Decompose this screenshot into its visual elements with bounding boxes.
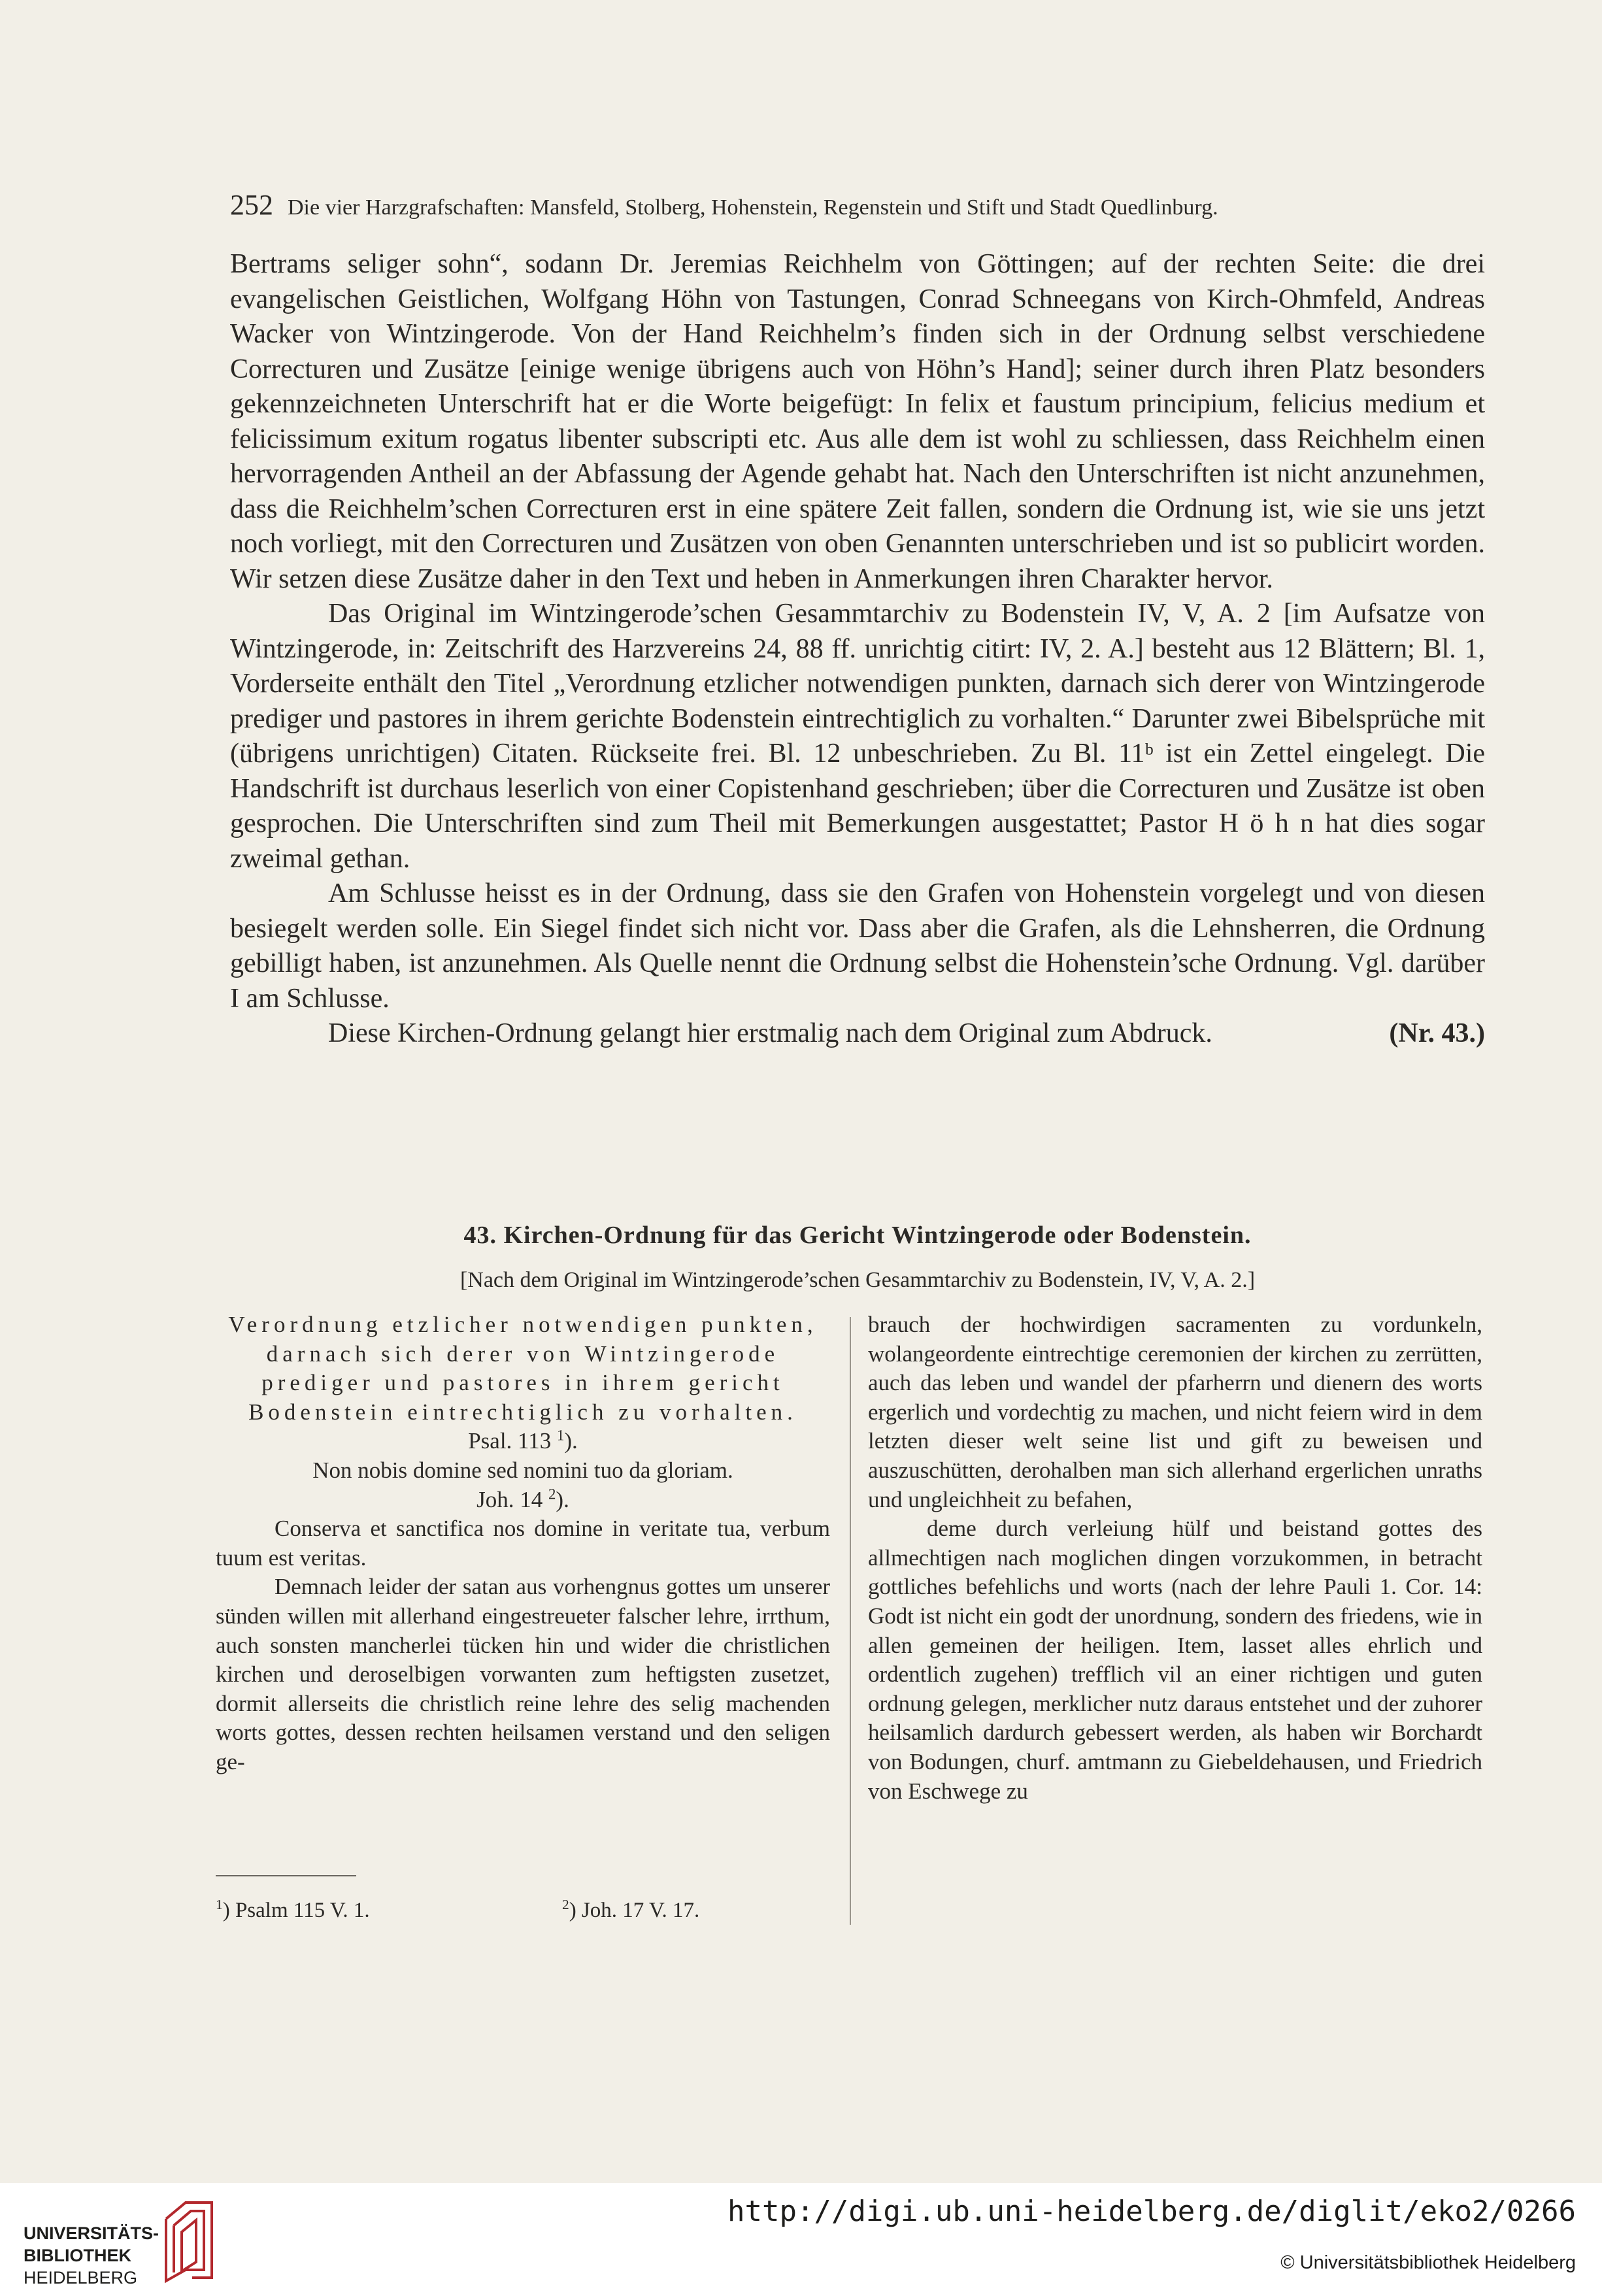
library-logo-text[interactable] xyxy=(24,2222,159,2289)
footnote-2 xyxy=(562,1899,699,1923)
footnote-1 xyxy=(216,1899,562,1923)
footnote-marker: 1 xyxy=(557,1427,565,1444)
right-column xyxy=(868,1310,1482,1806)
john-reference: Joh. 14 $^2$). xyxy=(476,1485,569,1512)
footnote-text: ) Psalm 115 V. 1. xyxy=(222,1899,370,1922)
running-title: Die vier Harzgrafschaften: Mansfeld, Stolberg, Hohenstein, Regenstein und Stift und Stadt Quedlinburg. xyxy=(288,195,1218,220)
number-reference: (Nr. 43.) xyxy=(1389,1018,1485,1048)
footnotes xyxy=(216,1899,830,1923)
footnote-text: ) Joh. 17 V. 17. xyxy=(569,1899,700,1922)
right-paragraph: brauch der hochwirdigen sacramenten zu vordunkeln, wolangeordente eintrechtige ceremonien der kirchen zu zerrütten, auch das leben und wandel der pfarherrn und dienern des worts ergerlich und vordechtig zu machen, und nicht feiern wird in dem letzten dieser welt seine list und gift zu beweisen und auszuschütten, derohalben man sich allerhand ergerlichen unraths und ungleichheit zu befahen, xyxy=(868,1312,1482,1512)
logo-line: HEIDELBERG xyxy=(24,2268,138,2288)
library-logo-icon xyxy=(159,2199,218,2288)
paragraph: Bertrams seliger sohn“, sodann Dr. Jeremias Reichhelm von Göttingen; auf der rechten Seite: die drei evangelischen Geistlichen, Wolfgang Höhn von Tastungen, Conrad Schneegans von Kirch-Ohmfeld, Andreas Wacker von Wintzingerode. Von der Hand Reichhelm’s finden sich in der Ordnung selbst verschiedene Correcturen und Zusätze [einige wenige übrigens auch von Höhn’s Hand]; seiner durch ihren Platz besonders gekennzeichneten Unterschrift hat er die Worte beigefügt: In felix et faustum principium, felicius medium et felicissimum exitum rogatus libenter subscripti etc. Aus alle dem ist wohl zu schliessen, dass Reichhelm einen hervorragenden Antheil an der Abfassung der Agende gehabt hat. Nach den Unterschriften ist nicht anzunehmen, dass die Reichhelm’schen Correcturen erst in eine spätere Zeit fallen, sondern die Ordnung ist, wie sie uns jetzt noch vorliegt, mit den Correcturen und Zusätzen von oben Genannten unterschrieben und ist so publicirt worden. Wir setzen diese Zusätze daher in den Text und heben in Anmerkungen ihren Charakter hervor. xyxy=(230,249,1485,594)
left-paragraph: Demnach leider der satan aus vorhengnus gottes um unserer sünden willen mit allerhand eingestreueter falscher lehre, irrthum, auch sonsten mancherlei tücken hin und wider die christlichen kirchen und deroselbigen vorwanten zum heftigsten zusetzet, dormit allerseits die christlich reine lehre des selig machenden worts gottes, dessen rechten heilsamen verstand und den seligen ge- xyxy=(216,1574,830,1774)
footnote-mark: 2 xyxy=(562,1897,569,1912)
page-number: 252 xyxy=(230,189,273,221)
footnote-rule xyxy=(216,1875,356,1876)
ordinance-heading: Verordnung etzlicher notwendigen punkten, darnach sich derer von Wintzingerode prediger und pastores in ihrem gericht Bodenstein eintrechtiglich zu vorhalten. xyxy=(228,1312,818,1425)
running-header xyxy=(230,188,1485,222)
section-title: 43. Kirchen-Ordnung für das Gericht Wintzingerode oder Bodenstein. xyxy=(463,1222,1252,1249)
paragraph xyxy=(230,1016,1485,1052)
left-column xyxy=(216,1310,830,1777)
john-ref-text: Joh. 14 xyxy=(476,1486,543,1512)
right-paragraph: deme durch verleiung hülf und beistand gottes des allmechtigen nach moglichen dingen vorzukommen, in betracht gottliches befehlichs und worts (nach der lehre Pauli 1. Cor. 14: Godt ist nicht ein godt der unordnung, sondern des friedens, wie in allen gemeinen der heiligen. Item, lasset alles ehrlich und ordentlich zugehen) trefflich vil an einer richtigen und guten ordnung gelegen, merklicher nutz daraus entstehet und der zuhorer heilsamlich dardurch gebessert werden, als haben wir Borchardt von Bodungen, churf. amtmann zu Giebeldehausen, und Friedrich von Eschwege zu xyxy=(868,1516,1482,1804)
column-divider xyxy=(850,1317,851,1925)
footnote-marker: 2 xyxy=(548,1485,556,1502)
psalm-text: Non nobis domine sed nomini tuo da gloriam. xyxy=(312,1457,733,1483)
logo-line: BIBLIOTHEK xyxy=(24,2246,131,2265)
paragraph: Am Schlusse heisst es in der Ordnung, dass sie den Grafen von Hohenstein vorgelegt und von diesen besiegelt werden solle. Ein Siegel findet sich nicht vor. Dass aber die Grafen, als die Lehnsherren, die Ordnung gebilligt haben, ist anzunehmen. Als Quelle nennt die Ordnung selbst die Hohenstein’sche Ordnung. Vgl. darüber I am Schlusse. xyxy=(230,878,1485,1014)
body-text xyxy=(230,247,1485,1052)
footnote-mark: 1 xyxy=(216,1897,223,1912)
psalm-ref-text: Psal. 113 xyxy=(468,1428,552,1454)
psalm-reference: Psal. 113 $^1$). xyxy=(468,1427,578,1454)
permalink-url[interactable]: http://digi.ub.uni-heidelberg.de/diglit/eko2/0266 xyxy=(727,2195,1576,2228)
paragraph: Das Original im Wintzingerode’schen Gesammtarchiv zu Bodenstein IV, V, A. 2 [im Aufsatze von Wintzingerode, in: Zeitschrift des Harzvereins 24, 88 ff. unrichtig citirt: IV, 2. A.] besteht aus 12 Blättern; Bl. 1, Vorderseite enthält den Titel „Verordnung etzlicher notwendigen punkten, darnach sich derer von Wintzingerode prediger und pastores in ihrem gerichte Bodenstein eintrechtiglich zu vorhalten.“ Darunter zwei Bibelsprüche mit (übrigens unrichtigen) Citaten. Rückseite frei. Bl. 12 unbeschrieben. Zu Bl. 11ᵇ ist ein Zettel eingelegt. Die Handschrift ist durchaus leserlich von einer Copistenhand geschrieben; über die Correcturen und Zusätze ist oben gesprochen. Die Unterschriften sind zum Theil mit Bemerkungen ausgestattet; Pastor H ö h n hat dies sogar zweimal gethan. xyxy=(230,599,1485,874)
section-source: [Nach dem Original im Wintzingerode’schen Gesammtarchiv zu Bodenstein, IV, V, A. 2.] xyxy=(459,1268,1256,1292)
john-text: Conserva et sanctifica nos domine in veritate tua, verbum tuum est veritas. xyxy=(216,1516,830,1571)
paragraph-text: Diese Kirchen-Ordnung gelangt hier erstmalig nach dem Original zum Abdruck. xyxy=(328,1018,1212,1048)
copyright-notice: © Universitätsbibliothek Heidelberg xyxy=(1280,2252,1576,2273)
logo-line: UNIVERSITÄTS- xyxy=(24,2223,159,2243)
